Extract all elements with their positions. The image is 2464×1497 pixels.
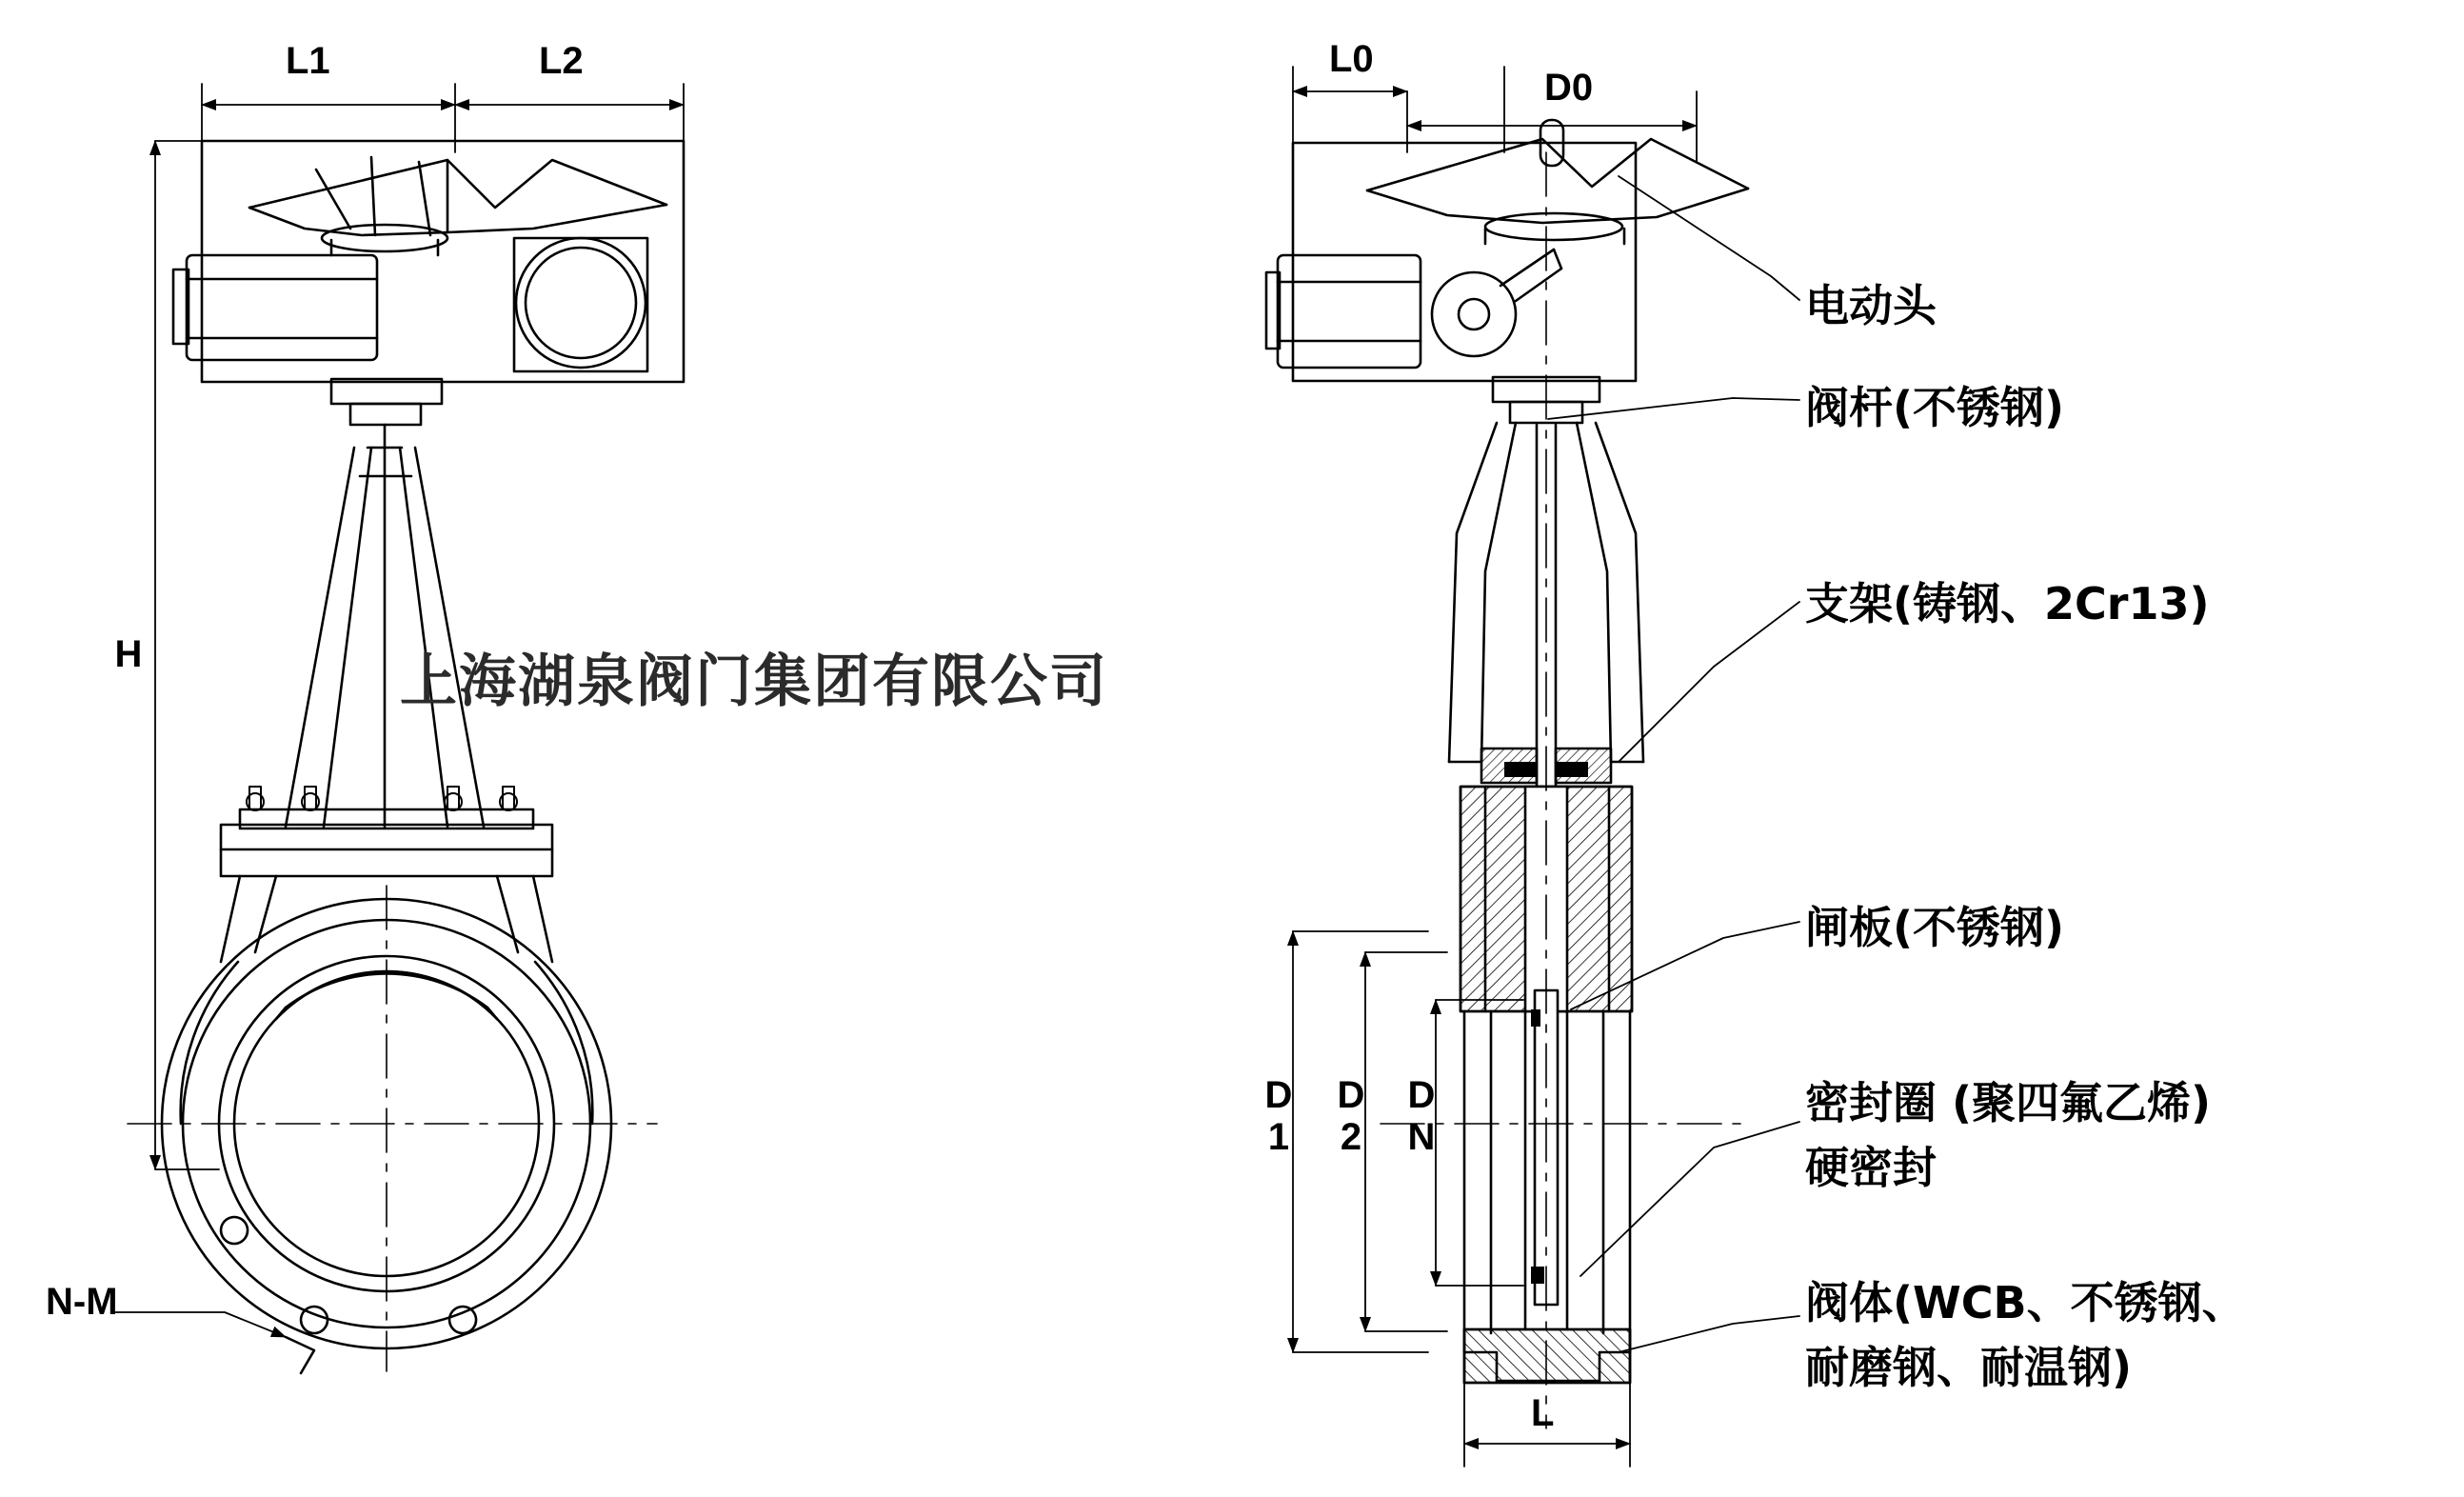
dimension-d0: D0 — [1544, 67, 1594, 109]
callout-bracket: 支架(铸钢、2Cr13) — [1805, 578, 2210, 629]
dimension-n-m: N-M — [46, 1281, 118, 1323]
dimension-d2: D2 — [1330, 1074, 1372, 1158]
callout-body-line2: 耐磨钢、耐温钢) — [1805, 1342, 2133, 1393]
dimension-h: H — [108, 633, 149, 675]
callout-body-line1: 阀体(WCB、不锈钢、 — [1805, 1277, 2246, 1328]
callout-actuator: 电动头 — [1805, 280, 1937, 331]
callout-seal-ring-hard: 硬密封 — [1805, 1142, 1937, 1193]
callout-gate: 闸板(不锈钢) — [1805, 902, 2065, 953]
dimension-l0: L0 — [1329, 38, 1374, 80]
dimension-l2: L2 — [539, 40, 584, 82]
callout-seal-ring: 密封圈 (聚四氟乙烯) — [1805, 1077, 2212, 1128]
dimension-l1: L1 — [286, 40, 330, 82]
dimension-d1: D1 — [1258, 1074, 1300, 1158]
company-watermark: 上海湖泉阀门集团有限公司 — [400, 649, 1108, 715]
callout-stem: 阀杆(不锈钢) — [1805, 382, 2065, 433]
dimension-l: L — [1531, 1392, 1555, 1434]
dimension-dn: DN — [1401, 1074, 1442, 1158]
